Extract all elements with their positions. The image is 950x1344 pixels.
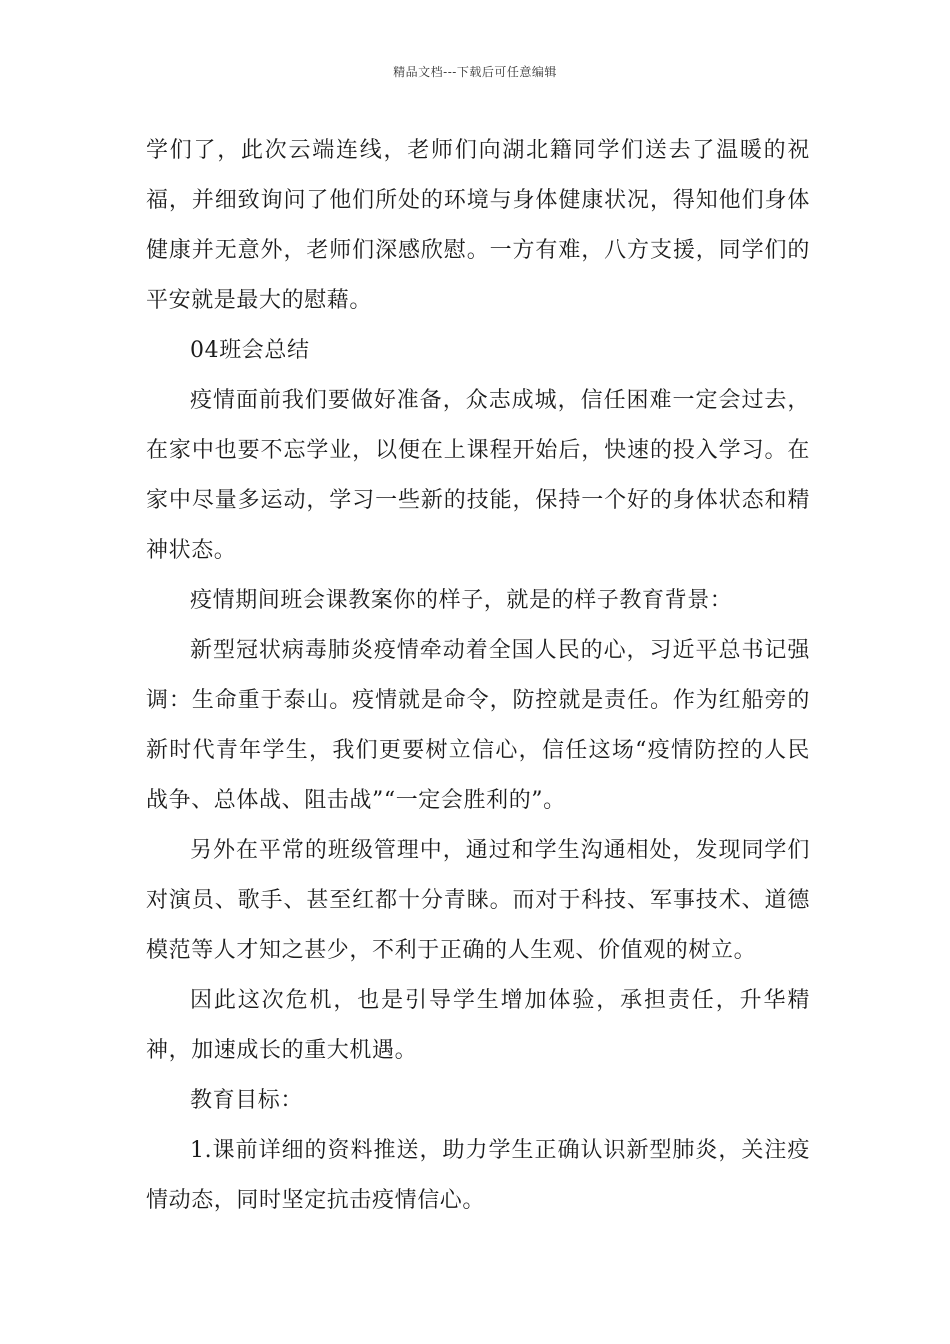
section-heading-class-summary: 04班会总结 xyxy=(190,338,310,363)
paragraph-opportunity: 因此这次危机，也是引导学生增加体验，承担责任，升华精神，加速成长的重大机遇。 xyxy=(146,988,810,1063)
paragraph-summary: 疫情面前我们要做好准备，众志成城，信任困难一定会过去，在家中也要不忘学业，以便在上课程开始后，快速的投入学习。在家中尽量多运动，学习一些新的技能，保持一个好的身体状态和精神状态。 xyxy=(146,388,810,563)
paragraph-class-management: 另外在平常的班级管理中，通过和学生沟通相处，发现同学们对演员、歌手、甚至红都十分青睐。而对于科技、军事技术、道德模范等人才知之甚少，不利于正确的人生观、价值观的树立。 xyxy=(146,838,810,963)
paragraph-background: 新型冠状病毒肺炎疫情牵动着全国人民的心，习近平总书记强调：生命重于泰山。疫情就是命令，防控就是责任。作为红船旁的新时代青年学生，我们更要树立信心，信任这场“疫情防控的人民战争、总体战、阻击战”“一定会胜利的”。 xyxy=(146,638,810,813)
list-item-goal-1: 1.课前详细的资料推送，助力学生正确认识新型肺炎，关注疫情动态，同时坚定抗击疫情信心。 xyxy=(146,1138,810,1213)
document-body xyxy=(146,126,810,1226)
paragraph-lesson-title: 疫情期间班会课教案你的样子，就是的样子教育背景： xyxy=(190,588,733,613)
paragraph-continuation: 学们了，此次云端连线，老师们向湖北籍同学们送去了温暖的祝福，并细致询问了他们所处的环境与身体健康状况，得知他们身体健康并无意外，老师们深感欣慰。一方有难，八方支援，同学们的平安就是最大的慰藉。 xyxy=(146,138,810,313)
page-header: 精品文档---下载后可任意编辑 xyxy=(393,65,557,79)
heading-education-goals: 教育目标： xyxy=(190,1088,304,1113)
